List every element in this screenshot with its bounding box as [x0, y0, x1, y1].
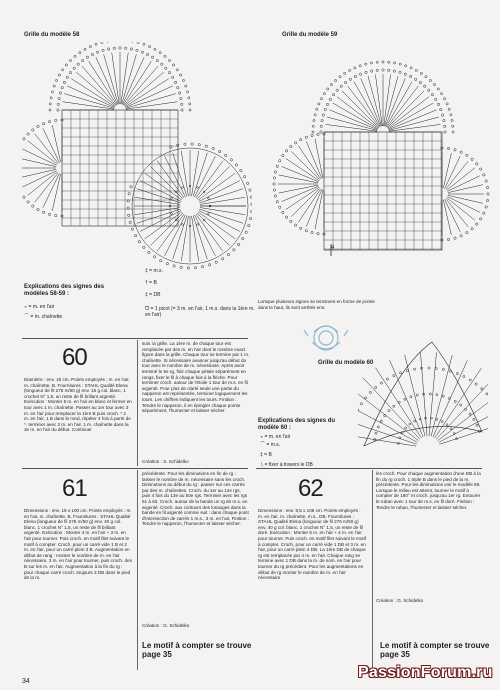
- m60-credit: Création : S. Schidelko: [142, 459, 189, 464]
- m60-text-right: suiv. la grille. La 1ère m. de chaque tour est remplacée par des m. en l'air dont le nombre exact figure dans la grille. Chaque tour se termine par 1 m. chaînette. Si nécessaire avancer jusqu'au début du tour avec le nombre de m. nécessaire. Après avoir terminé le 5e rg, finir chaque pétale séparément en rangs, fixer le fil à chaque fois à la flèche. Pour terminer croch. autour de l'étoile 1 tour de m.s. en fil argenté. Pour plus de clarté seule une partie du napperon est représentée, terminer logiquement les tours. Les chiffres indiquent les tours. Finition : Tendre le napperon, il en épingler chaque pointe séparément, l'humecter et laisser sécher.: [142, 341, 250, 414]
- grid59-title: Grille du modèle 59: [282, 32, 338, 38]
- chain-stitch-icon: ∘: [260, 434, 265, 440]
- legend60-item-sc: ⌒ = m.s.: [260, 442, 281, 448]
- attach-icon: ∖: [260, 462, 265, 468]
- rose-illustration: [300, 318, 352, 358]
- legend5859-title: Explications des signes des modèles 58-59 :: [24, 284, 105, 297]
- crochet-chart-60: [358, 336, 488, 462]
- m62-text-right: les croch. Pour chaque augmentation d'une DB à la fin du rg croch. 1 triple B dans le pied de la m. précédente. Pour les diminutions voir le modèle 69. Lorsque le milieu est atteint, tourner le motif à compter de 180° et croch. jusqu'au 1er rg. Entourer le ruban avec 1 tour de m.s. en fil doré. Finition : Tendre le ruban, l'humecter et laisser sécher.: [376, 471, 481, 510]
- legend60-item-chain: ∘ = m. en l'air: [260, 434, 291, 440]
- crochet-chart-59: [258, 34, 490, 266]
- m61-number: 61: [62, 475, 87, 502]
- picot-icon: ᗜ: [145, 306, 151, 312]
- m60-number: 60: [62, 344, 87, 371]
- page-number: 34: [22, 678, 30, 685]
- legend5859-item-picot: ᗜ = 1 picot (= 3 m. en l'air, 1 m.s. dans la 1ère m. en l'air): [145, 306, 255, 318]
- legend5859-item-tr: ‡ = DB: [145, 292, 161, 298]
- legend60-item-dc: ‡ = B: [260, 452, 272, 458]
- m61-credit: Création : G. Schidelko: [142, 623, 190, 628]
- single-crochet-icon: ‡: [145, 268, 150, 274]
- legend5859-item-sc: ‡ = m.s.: [145, 268, 163, 274]
- m62-number: 62: [298, 475, 323, 502]
- crochet-chart-58: [22, 42, 252, 282]
- chain-stitch-icon: ∘: [24, 304, 29, 310]
- m61-text-left: Dimensions : env. 19 x 100 cm. Points employés : m. en l'air, m. chaînette, B. Fournitures : STAHL Qualité Elena (longueur de fil 276 m/50 g) env. 40 g col. blanc, 1 crochet N° 1,5, un reste de fil brillant argenté. Exécution : Monter 4 m. en l'air + 3 m. en l'air pour tourner. Puis croch. en motif filet suivant le motif à compter. Croch. pour un carré vide 1 B et 2 m. en l'air, pour un carré plein 3 B. Augmentation en début de rang : monter le nombre de m. en l'air nécessaire, 3 m. en l'air pour tourner, puis croch. des B sur les m. en l'air. Augmentation à la fin du rg : pour chaque carré croch. toujours 3 DB dans le pied de la m.: [24, 508, 132, 581]
- double-crochet-icon: ‡: [260, 452, 265, 458]
- m61-chart-reference: Le motif à compter se trouve page 35: [142, 641, 252, 659]
- legend60-title: Explications des signes du modèle 60 :: [258, 418, 336, 431]
- grid60-title: Grille du modèle 60: [318, 360, 374, 366]
- grid59-marker: 4: [331, 245, 335, 251]
- m60-text-left: Diamètre : env. 15 cm. Points employés : m. en l'air, m. chaînette, B. Fournitures : STAHL Qualité Elena (longueur de fil 276 m/50 g) env. 15 g col. blanc, 1 crochet N° 1,5, un reste de fil brillant argenté. Exécution : Monter 5 m. en l'air en blanc et fermer en tour avec 1 m. chaînette. Passer au 1er tour avec 3 m. en l'air pour remplacer la 1ère B puis croch. * 2 m. en l'air, 1 B dans le rond, répéter 4 fois à partir de *, terminer avec 2 m. en l'air, 1 m. chaînette dans la 3e m. en l'air du début. Continuer: [24, 377, 132, 433]
- watermark: PassionForum.ru: [358, 664, 493, 681]
- m61-text-right: précédente. Pour les diminutions en fin de rg : laisser le nombre de m. nécessaire sans les croch. Diminutions au début du rg : passer sur ces carrés par des m. chaînettes. Croch. du 1er au 12e rgs, puis 4 fois du 13e au 50e rgs. Terminer avec les rgs 51 à 63. Croch. autour de la bande un rg de m.s. en argenté. Croch. aux contours des losanges dans la bande en fil argenté comme suit : dans chaque point d'intersection de carrés 1 m.s., 3 m. en l'air. Finition : Tendre le napperon, l'humecter et laisser sécher.: [142, 471, 249, 527]
- single-crochet-icon: ⌒: [260, 442, 267, 448]
- m62-chart-reference: Le motif à compter se trouve page 35: [380, 641, 490, 659]
- m62-credit: Création : G. Schidelko: [376, 598, 424, 603]
- legend5859-item-chain: ∘ = m. en l'air: [24, 304, 55, 310]
- legend5859-item-dc: † = B: [145, 280, 157, 286]
- treble-crochet-icon: ‡: [145, 292, 150, 298]
- note59: Lorsque plusieurs signes se terminent en forme de pointe dans le haut, ils sont arrêtés ens.: [258, 299, 375, 310]
- legend5859-item-slip: ⌒ = m. chaînette: [24, 314, 63, 320]
- grid58-title: Grille du modèle 58: [24, 32, 80, 38]
- m62-text-left: Dimensions : env. 8,5 x 106 cm. Points employés : m. en l'air, m. chaînette, m.s., DB. Fournitures : STAHL Qualité Elena (longueur de fil 276 m/50 g) env. 40 g col. blanc, 1 crochet N° 1,5, un reste de fil doré. Exécution : Monter 5 m. en l'air + 4 m. en l'air pour tourner. Puis croch. en motif filet suivant le motif à compter. Croch. pour un carré vide 1 DB et 3 m. en l'air, pour un carré plein 4 DB. La 1ère DB de chaque rg est remplacée par 4 m. en l'air. Chaque rang se termine avec 1 DB dans la m. de som. en l'air pour tourner du rg précédent. Pour les augmentations en début de rg monter le nombre de m. en l'air nécessaire: [258, 508, 367, 581]
- slip-stitch-icon: ⌒: [24, 314, 31, 320]
- legend60-item-attach: ∖ = fixer à travers le DB: [260, 462, 313, 468]
- double-crochet-icon: †: [145, 280, 150, 286]
